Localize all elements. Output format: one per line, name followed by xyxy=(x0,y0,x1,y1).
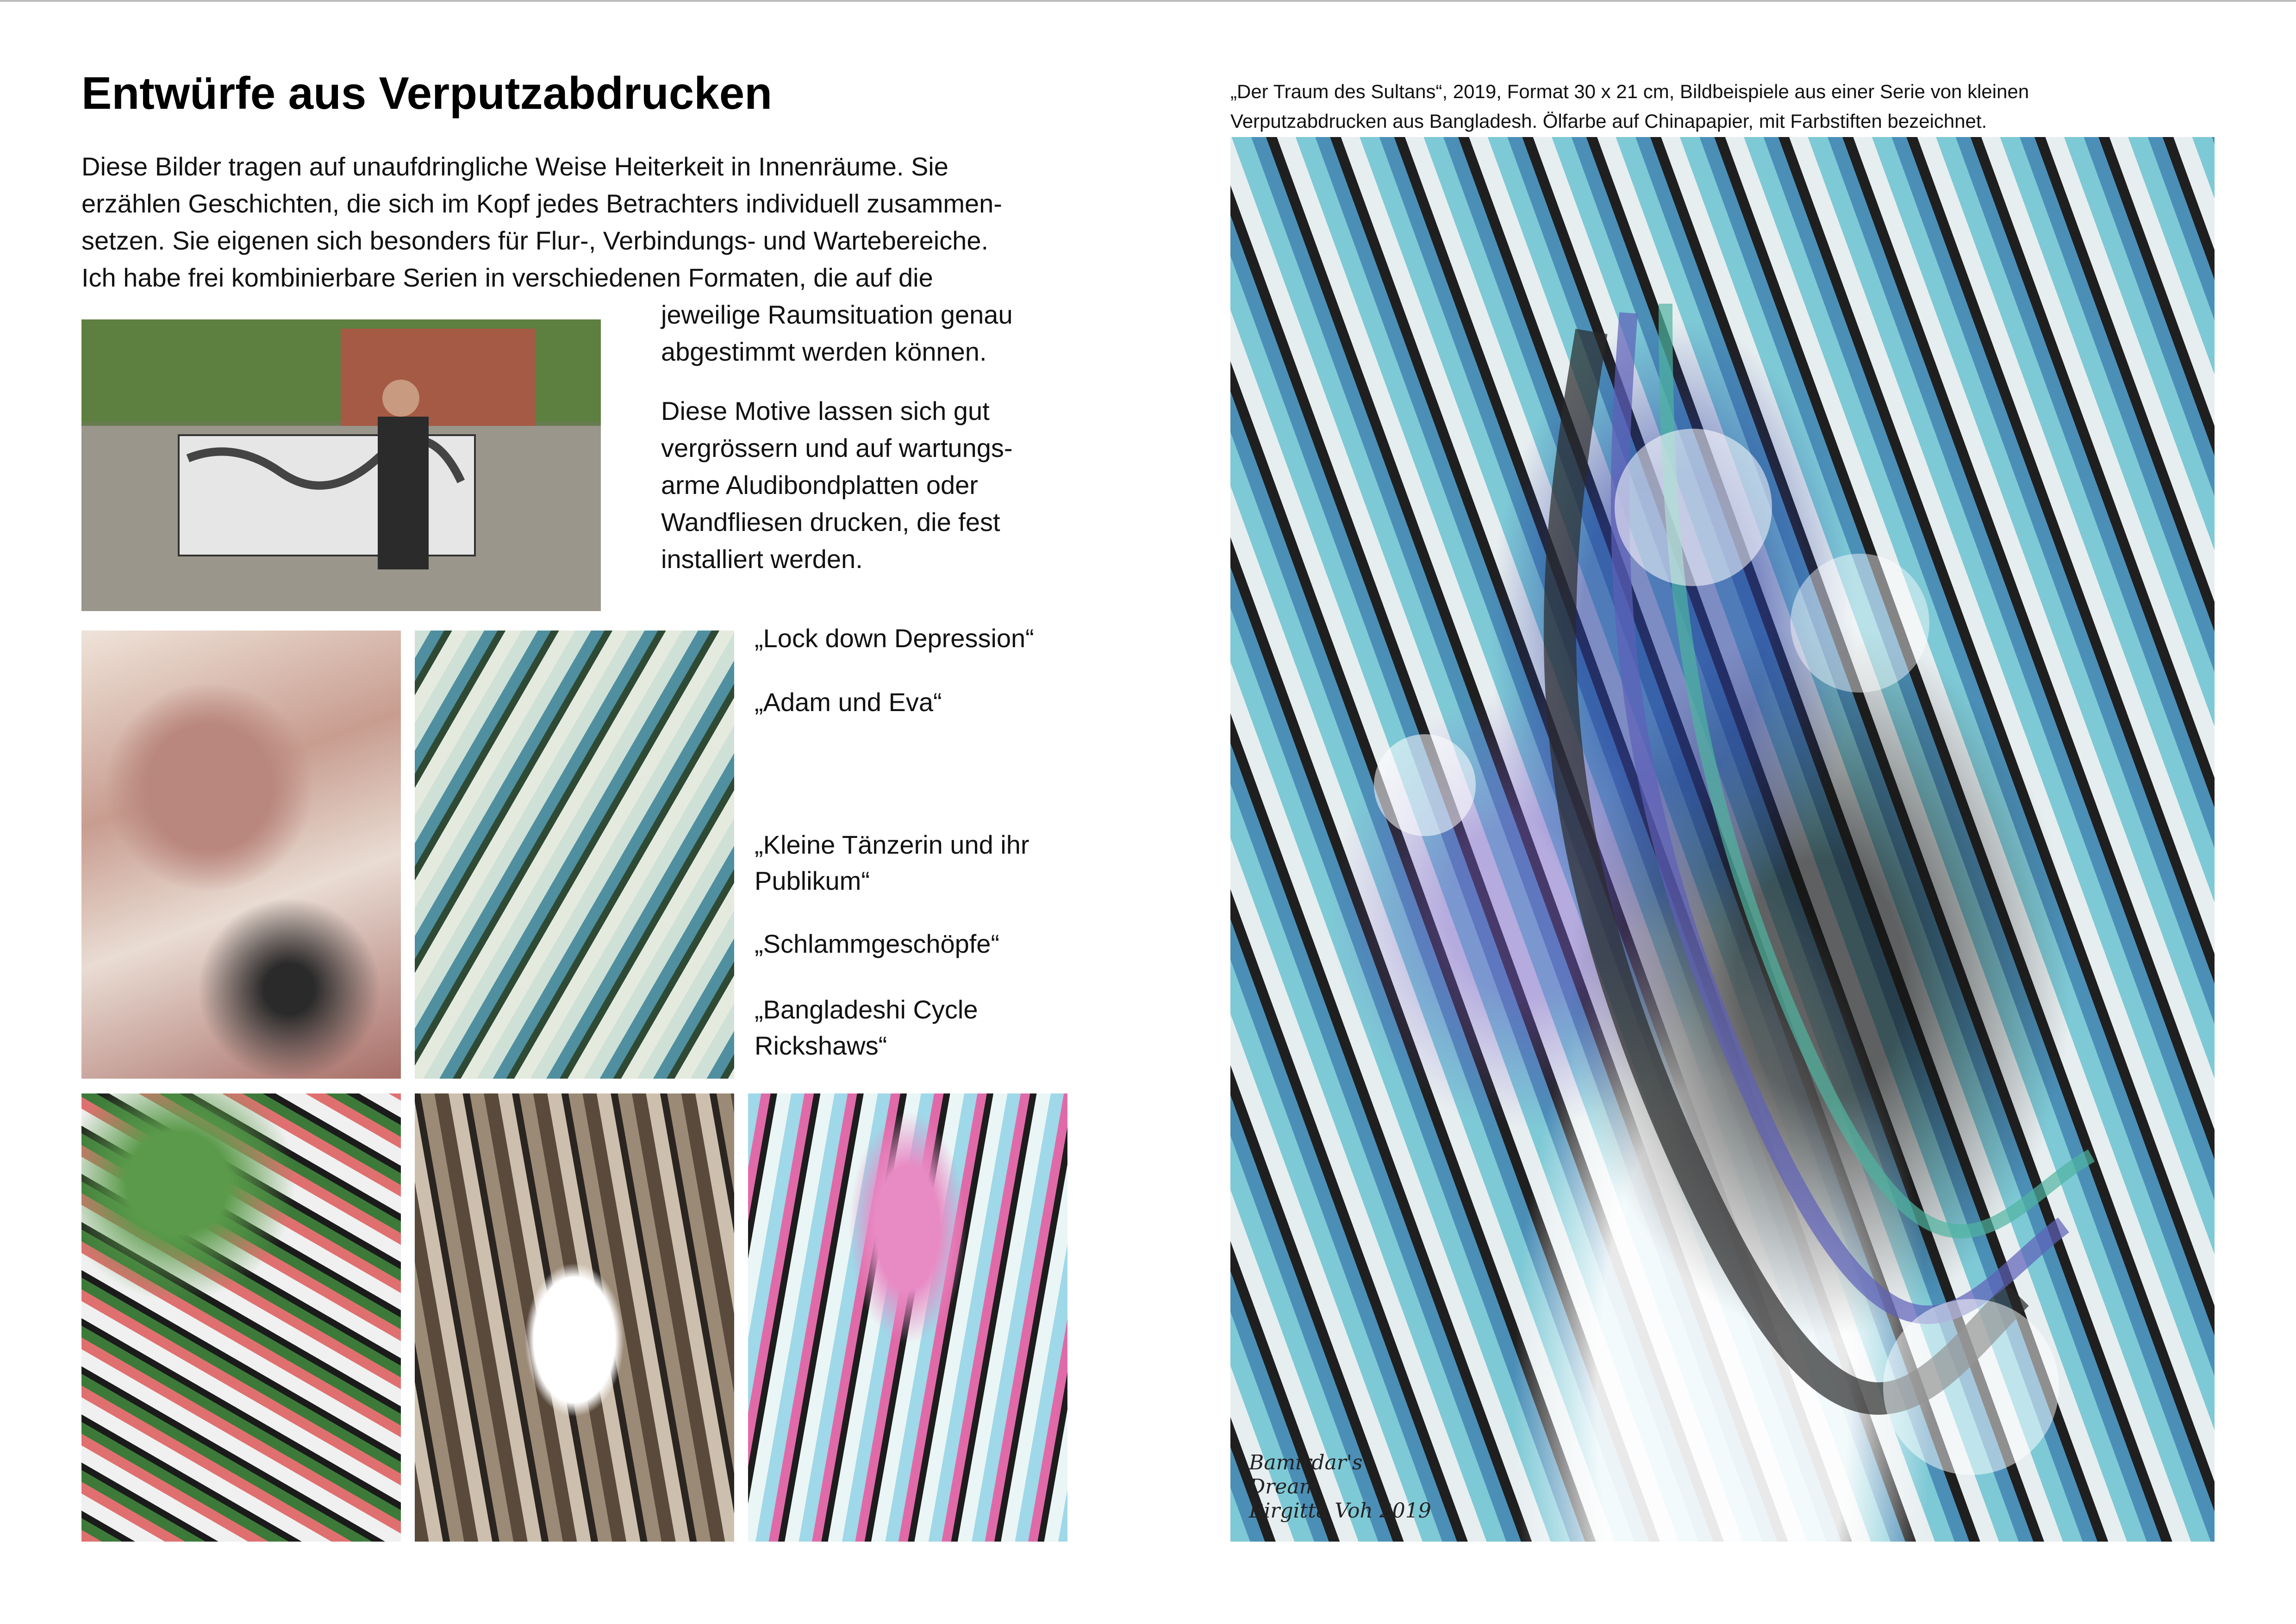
intro-line: abgestimmt werden können. xyxy=(661,337,987,366)
intro-paragraph xyxy=(81,148,1054,296)
artwork-lock-down-depression xyxy=(81,631,401,1079)
motive-paragraph xyxy=(661,393,1078,578)
artist-signature xyxy=(1249,1451,1490,1523)
signature-line: Birgitta Voh 2019 xyxy=(1249,1499,1431,1523)
caption-bangladeshi-cycle-rickshaws: „Bangladeshi Cycle Rickshaws“ xyxy=(755,995,978,1060)
intro-line: Diese Bilder tragen auf unaufdringliche Weise Heiterkeit in Innenräume. Sie xyxy=(81,152,948,181)
caption-kleine-taenzerin: „Kleine Tänzerin und ihr Publikum“ xyxy=(755,830,1029,895)
signature-line: Dream xyxy=(1249,1475,1319,1499)
caption-schlammgeschoepfe: „Schlammgeschöpfe“ xyxy=(755,929,1000,958)
motive-line: installiert werden. xyxy=(661,544,863,574)
signature-line: Bamirdar's xyxy=(1249,1451,1363,1474)
intro-line: Ich habe frei kombinierbare Serien in verschiedenen Formaten, die auf die xyxy=(81,263,933,292)
caption-lock-down-depression: „Lock down Depression“ xyxy=(755,624,1034,653)
caption-line: „Der Traum des Sultans“, 2019, Format 30 x 21 cm, Bildbeispiele aus einer Serie von kleinen xyxy=(1230,81,2029,102)
artwork-schlammgeschoepfe xyxy=(415,1093,734,1542)
intro-paragraph-continued xyxy=(661,296,1078,370)
artist-photo-illustration xyxy=(81,319,601,611)
caption-adam-und-eva: „Adam und Eva“ xyxy=(755,687,942,717)
intro-line: jeweilige Raumsituation genau xyxy=(661,300,1013,329)
main-artwork-caption xyxy=(1230,77,2230,136)
artwork-bangladeshi-cycle-rickshaws xyxy=(748,1093,1067,1542)
intro-line: setzen. Sie eigenen sich besonders für Flur-, Verbindungs- und Wartebereiche. xyxy=(81,226,989,255)
top-border xyxy=(0,0,2296,2)
page-title: Entwürfe aus Verputzabdrucken xyxy=(81,68,773,119)
artwork-adam-und-eva xyxy=(415,631,734,1079)
motive-line: Diese Motive lassen sich gut xyxy=(661,396,990,425)
caption-line: Verputzabdrucken aus Bangladesh. Ölfarbe auf Chinapapier, mit Farbstiften bezeichnet. xyxy=(1230,110,1987,132)
main-artwork-illustration xyxy=(1230,137,2215,1542)
artwork-kleine-taenzerin xyxy=(81,1093,401,1542)
motive-line: arme Aludibondplatten oder xyxy=(661,470,978,500)
main-artwork-der-traum-des-sultans xyxy=(1230,137,2215,1542)
motive-line: Wandfliesen drucken, die fest xyxy=(661,507,1000,537)
intro-line: erzählen Geschichten, die sich im Kopf jedes Betrachters individuell zusammen- xyxy=(81,189,1002,218)
motive-line: vergrössern und auf wartungs- xyxy=(661,433,1013,462)
artist-photo xyxy=(81,319,601,611)
